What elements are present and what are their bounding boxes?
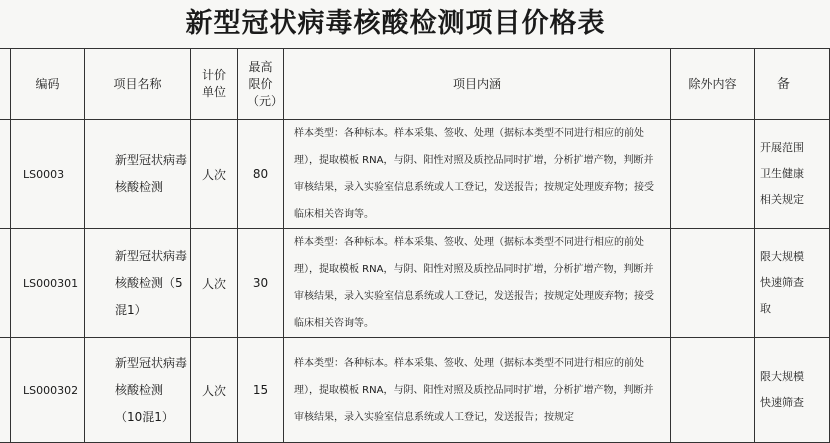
header-name: 项目名称 [85, 49, 191, 120]
item-name: 新型冠状病毒核酸检测（5混1） [85, 229, 191, 338]
item-excluded [671, 338, 755, 443]
item-name: 新型冠状病毒核酸检测 [85, 120, 191, 229]
item-price: 80 [238, 120, 284, 229]
item-remark [755, 338, 830, 443]
item-remark [755, 229, 830, 338]
remark-line: 限大规模 [760, 370, 804, 383]
item-code: LS000301 [11, 229, 85, 338]
row-spacer [0, 120, 11, 229]
page-title: 新型冠状病毒核酸检测项目价格表 [185, 8, 606, 39]
header-remark [755, 49, 830, 120]
header-excluded: 除外内容 [671, 49, 755, 120]
header-row [0, 49, 830, 120]
item-excluded [671, 229, 755, 338]
header-remark-text: 备 [777, 76, 791, 92]
header-spacer [0, 49, 11, 120]
item-price: 30 [238, 229, 284, 338]
item-name: 新型冠状病毒核酸检测（10混1） [85, 338, 191, 443]
remark-line: 限大规模 [760, 250, 804, 263]
table-row [0, 338, 830, 443]
item-excluded [671, 120, 755, 229]
remark-line: 快速筛查 [760, 396, 804, 409]
row-spacer [0, 338, 11, 443]
item-content: 样本类型：各种标本。样本采集、签收、处理（据标本类型不同进行相应的前处理），提取模板 RNA，与阴、阳性对照及质控品同时扩增，分析扩增产物，判断并审核结果，录入实验室信息系统或人工登记，发送报告；按规定处理废弃物；接受临床相关咨询等。 [284, 229, 671, 338]
header-price [238, 49, 284, 120]
header-unit [191, 49, 238, 120]
item-content: 样本类型：各种标本。样本采集、签收、处理（据标本类型不同进行相应的前处理），提取模板 RNA，与阴、阳性对照及质控品同时扩增，分析扩增产物，判断并审核结果，录入实验室信息系统或人工登记，发送报告；按规定处理废弃物；接受临床相关咨询等。 [284, 120, 671, 229]
remark-line: 卫生健康 [760, 167, 804, 180]
table-row [0, 229, 830, 338]
item-code: LS000302 [11, 338, 85, 443]
price-table [0, 48, 830, 443]
remark-line: 快速筛查 [760, 276, 804, 289]
table-row [0, 120, 830, 229]
header-content: 项目内涵 [284, 49, 671, 120]
header-price-text: 最高限价（元） [247, 59, 284, 108]
remark-line: 相关规定 [760, 193, 804, 206]
item-unit: 人次 [191, 229, 238, 338]
remark-line: 开展范围 [760, 141, 804, 154]
item-code: LS0003 [11, 120, 85, 229]
item-content: 样本类型：各种标本。样本采集、签收、处理（据标本类型不同进行相应的前处理），提取模板 RNA，与阴、阳性对照及质控品同时扩增，分析扩增产物，判断并审核结果，录入实验室信息系统或人工登记，发送报告；按规定 [284, 338, 671, 443]
remark-line: 取 [760, 302, 771, 315]
header-code: 编码 [11, 49, 85, 120]
item-unit: 人次 [191, 338, 238, 443]
header-unit-text: 计价单位 [201, 68, 226, 99]
row-spacer [0, 229, 11, 338]
item-remark [755, 120, 830, 229]
item-unit: 人次 [191, 120, 238, 229]
item-price: 15 [238, 338, 284, 443]
